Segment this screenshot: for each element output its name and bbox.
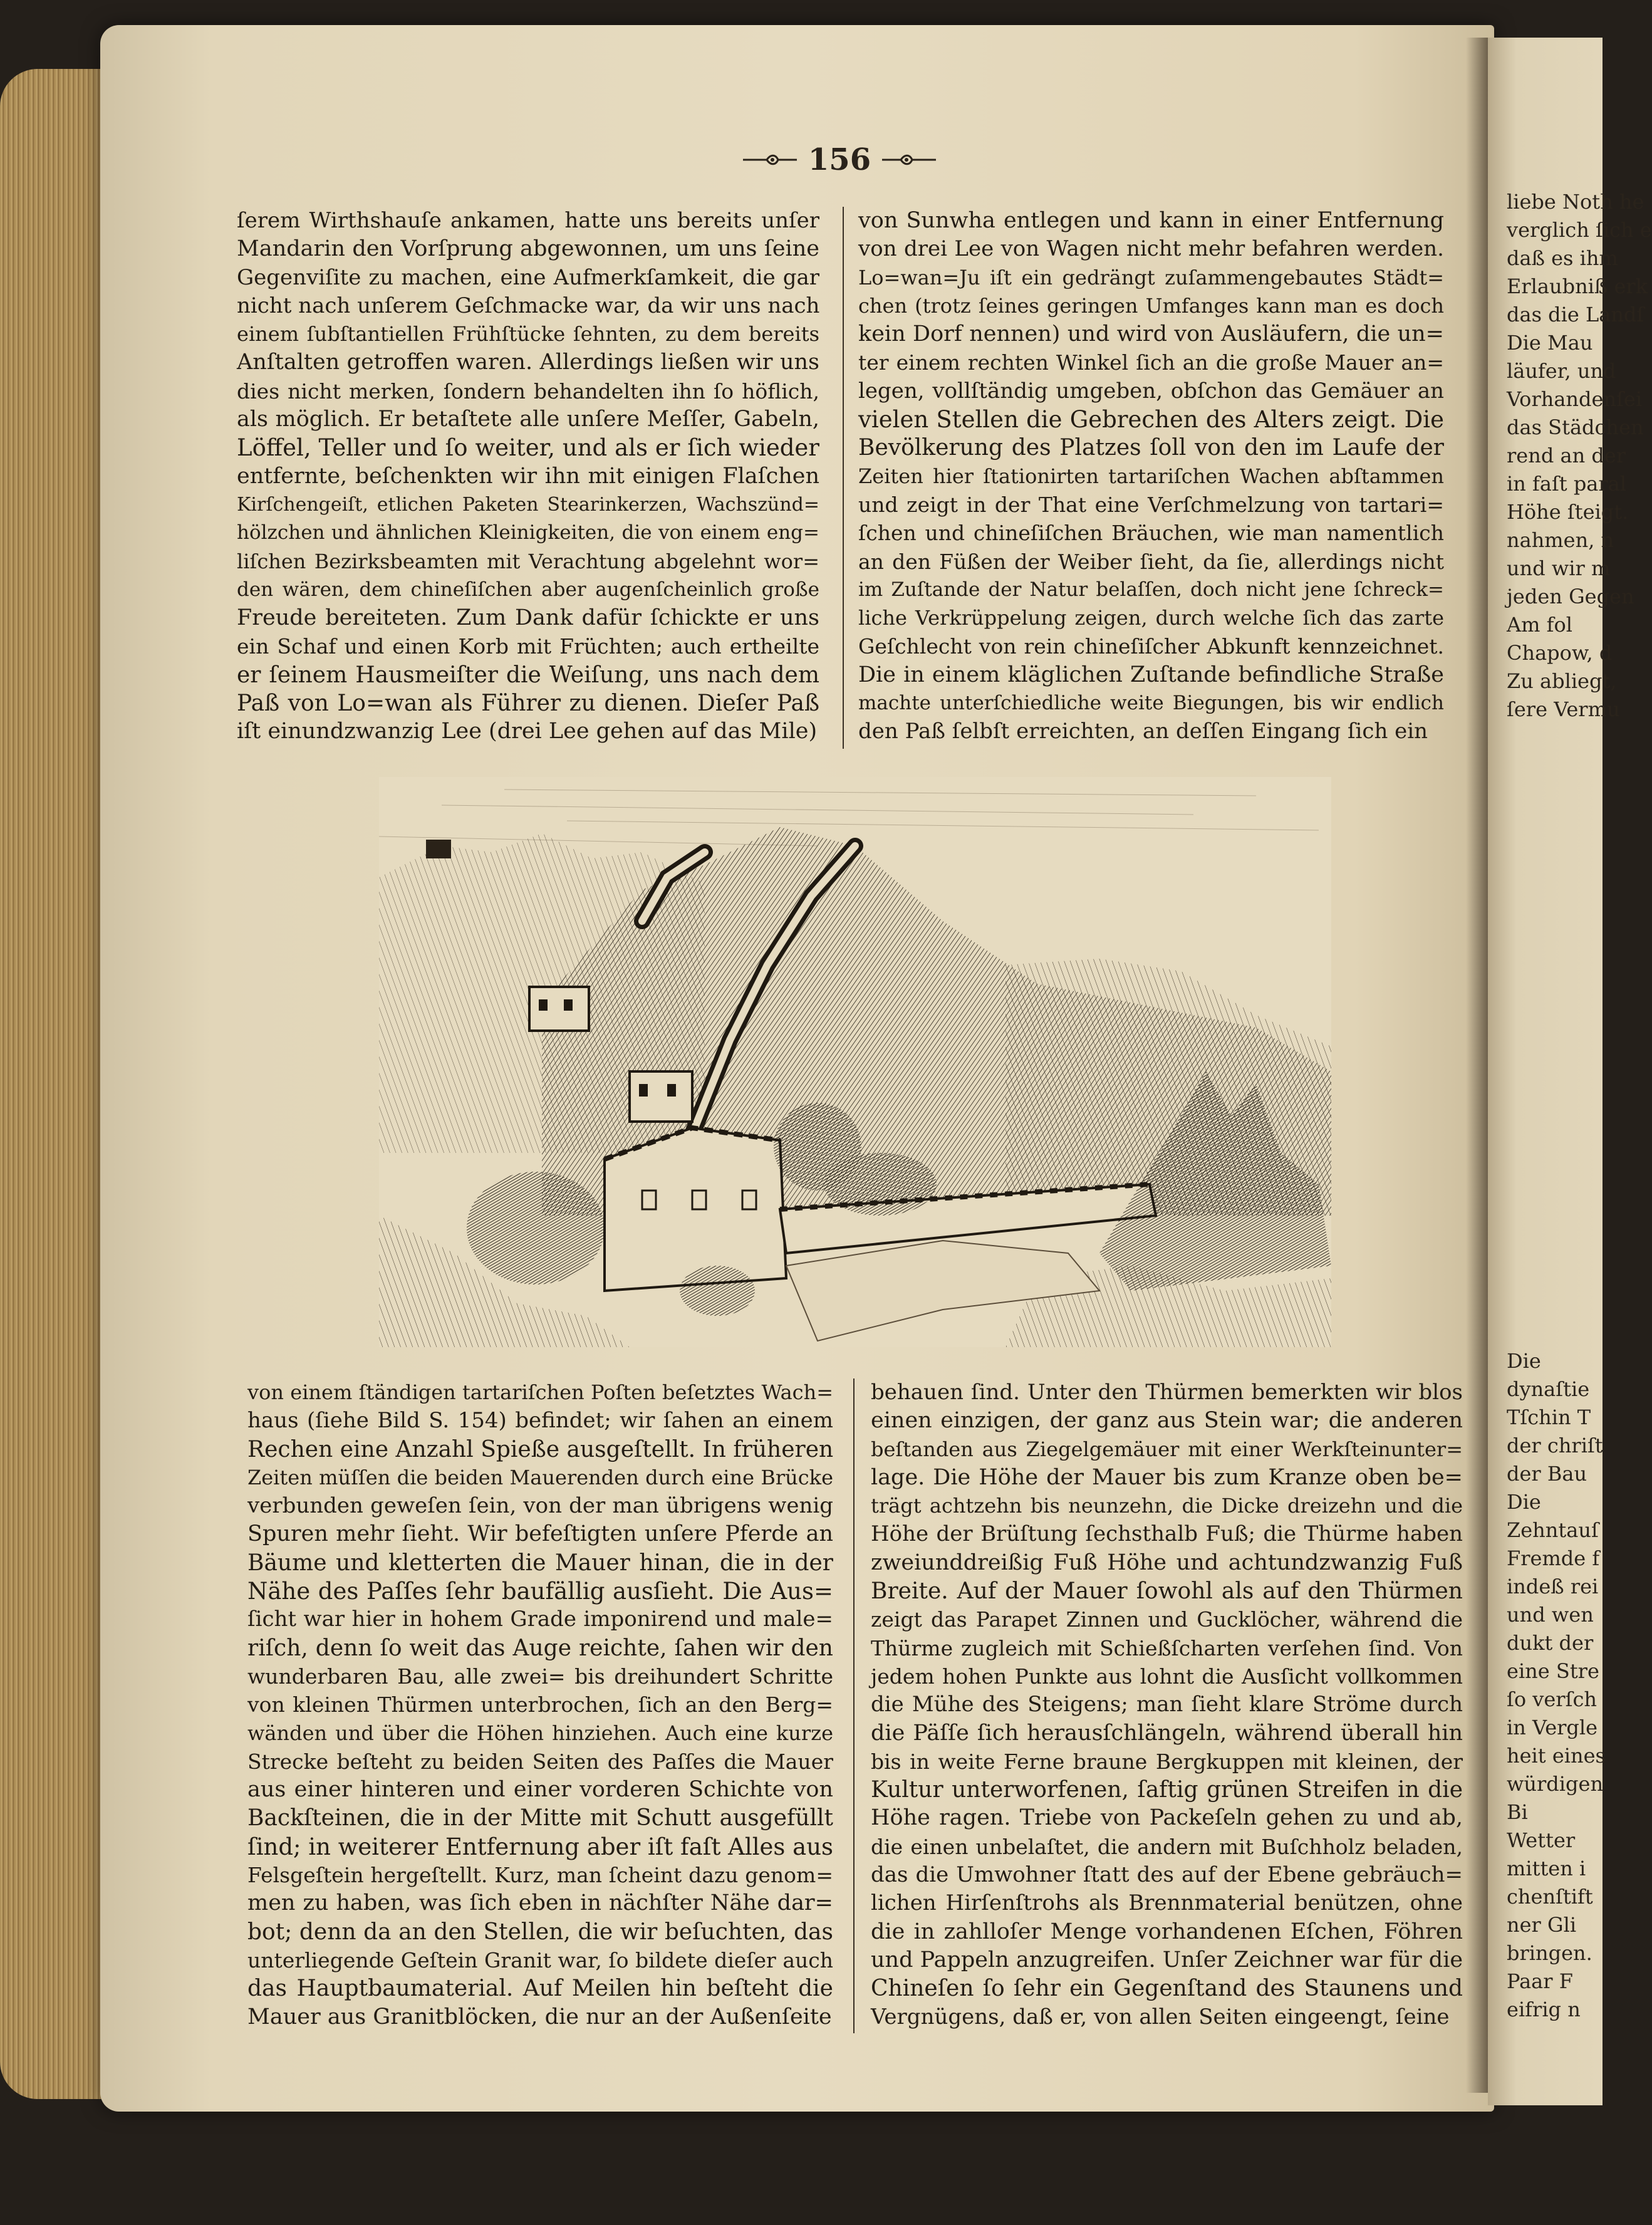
next-page-fragment: Die <box>1507 1349 1541 1373</box>
text-line: an den Füßen der Weiber ſieht, da ſie, allerdings nicht <box>858 549 1444 574</box>
next-page-fragment: dukt der <box>1507 1631 1594 1655</box>
next-page-fragment: das die Landſ <box>1507 303 1644 326</box>
text-line: men zu haben, was ſich eben in nächſter Nähe dar= <box>247 1890 833 1916</box>
text-line: zweiunddreißig Fuß Höhe und achtundzwanzig Fuß <box>871 1550 1463 1575</box>
text-line: von einem ſtändigen tartariſchen Poſten beſetztes Wach= <box>247 1380 833 1404</box>
text-line: Breite. Auf der Mauer ſowohl als auf den Thürmen <box>871 1578 1463 1605</box>
column-top-left <box>237 207 819 746</box>
column-rule-bottom <box>853 1378 855 2033</box>
text-line: vielen Stellen die Gebrechen des Alters zeigt. Die <box>858 406 1444 434</box>
text-line: lichen Hirſenſtrohs als Brennmaterial benützen, ohne <box>871 1890 1463 1916</box>
text-line: wunderbaren Bau, alle zwei= bis dreihundert Schritte <box>247 1664 833 1689</box>
book-gutter <box>1466 38 1491 2093</box>
text-line: die in zahlloſer Menge vorhandenen Eſchen, Föhren <box>871 1919 1463 1944</box>
column-bottom-left <box>247 1378 833 2031</box>
next-page-fragment: Fremde f <box>1507 1546 1600 1570</box>
left-ornament-icon <box>742 152 798 167</box>
text-line: liche Verkrüppelung zeigen, durch welche ſich das zarte <box>858 606 1444 630</box>
text-line: ein Schaf und einen Korb mit Früchten; auch ertheilte <box>237 634 819 659</box>
text-line: Backſteinen, die in der Mitte mit Schutt ausgefüllt <box>247 1805 833 1832</box>
text-line: die einen unbelaſtet, die andern mit Buſchholz beladen, <box>871 1834 1463 1859</box>
next-page-fragment: Paar F <box>1507 1969 1573 1993</box>
text-line: unterliegende Geſtein Granit war, ſo bildete dieſer auch <box>247 1947 833 1972</box>
next-page-fragment: eifrig n <box>1507 1998 1581 2021</box>
text-line: Rechen eine Anzahl Spieße ausgeſtellt. In früheren <box>247 1436 834 1462</box>
page-header <box>745 138 933 182</box>
text-line: er ſeinem Hausmeiſter die Weiſung, uns nach dem <box>237 662 819 688</box>
text-line: von kleinen Thürmen unterbrochen, ſich an den Berg= <box>247 1692 833 1717</box>
next-page-fragment: Zehntauſ <box>1507 1518 1599 1542</box>
text-line: und Pappeln anzugreifen. Unſer Zeichner war für die <box>871 1947 1463 1972</box>
next-page-fragment: Chapow, d <box>1507 641 1613 665</box>
text-line: jedem hohen Punkte aus lohnt die Ausſicht vollkommen <box>871 1664 1463 1689</box>
next-page-fragment: ner Gli <box>1507 1913 1577 1937</box>
text-line: Paß von Lo=wan als Führer zu dienen. Dieſer Paß <box>237 690 819 717</box>
next-page-fragment: daß es ihm <box>1507 246 1618 270</box>
text-line: Lo=wan=Ju iſt ein gedrängt zuſammengebautes Städt= <box>858 265 1444 289</box>
next-page-fragment: Wetter <box>1507 1828 1576 1852</box>
text-line: Gegenviſite zu machen, eine Aufmerkſamkeit, die gar <box>237 264 819 290</box>
next-page-fragment: Am fol <box>1507 613 1572 637</box>
next-page-fragment: ſo verſch <box>1507 1687 1597 1711</box>
next-page-fragment: das Städchen <box>1507 415 1644 439</box>
next-page-fragment: läufer, und <box>1507 359 1616 383</box>
next-page-edge <box>1488 38 1652 2105</box>
text-line: ter einem rechten Winkel ſich an die große Mauer an= <box>858 350 1444 375</box>
page-edges <box>0 69 110 2099</box>
next-page-fragment: und wen <box>1507 1603 1594 1627</box>
next-page-fragment: jeden Gegen <box>1507 585 1634 608</box>
next-page-fragment: rend an der <box>1507 444 1626 467</box>
text-line: einem ſubſtantiellen Frühſtücke ſehnten, zu dem bereits <box>237 322 819 347</box>
text-line: Bevölkerung des Platzes ſoll von den im Laufe der <box>858 435 1444 461</box>
text-line: nicht nach unſerem Geſchmacke war, da wir uns nach <box>237 293 820 318</box>
next-page-fragment: Höhe ſteigt. <box>1507 500 1629 524</box>
text-line: Mauer aus Granitblöcken, die nur an der Außenſeite <box>247 2004 832 2030</box>
next-page-fragment: Tſchin T <box>1507 1405 1591 1429</box>
text-line: und zeigt in der That eine Verſchmelzung von tartari= <box>858 492 1444 517</box>
text-line: Zeiten hier ſtationirten tartariſchen Wachen abſtammen <box>858 464 1444 488</box>
column-top-right <box>858 207 1444 746</box>
text-line: bot; denn da an den Stellen, die wir beſuchten, das <box>247 1919 833 1945</box>
text-line: Höhe der Brüſtung ſechsthalb Fuß; die Thürme haben <box>871 1521 1463 1547</box>
next-page-fragment: Bi <box>1507 1800 1528 1824</box>
text-line: zeigt das Parapet Zinnen und Gucklöcher, während die <box>871 1607 1463 1632</box>
text-line: im Zuſtande der Natur belaſſen, doch nicht jene ſchreck= <box>858 578 1444 601</box>
text-line: entfernte, beſchenkten wir ihn mit einigen Flaſchen <box>237 463 819 489</box>
distant-tower <box>426 840 451 858</box>
text-line: dies nicht merken, ſondern behandelten ihn ſo höflich, <box>237 378 819 404</box>
great-wall-illustration <box>379 777 1331 1347</box>
text-line: hölzchen und ähnlichen Kleinigkeiten, die von einem eng= <box>237 521 819 545</box>
next-page-fragment: heit eines <box>1507 1744 1606 1768</box>
text-line: Chineſen ſo ſehr ein Gegenſtand des Staunens und <box>871 1976 1463 2002</box>
text-line: ſerem Wirthshauſe ankamen, hatte uns bereits unſer <box>237 208 819 233</box>
text-line: Kultur unterworfenen, ſaftig grünen Streifen in die <box>871 1777 1463 1803</box>
next-page-fragment: Zu abliegt, <box>1507 669 1617 693</box>
text-line: den Paß ſelbſt erreichten, an deſſen Eingang ſich ein <box>858 719 1428 744</box>
next-page-fragment: chenſtift <box>1507 1885 1593 1909</box>
text-line: Freude bereiteten. Zum Dank dafür ſchickte er uns <box>237 605 819 631</box>
text-line: Anſtalten getroffen waren. Allerdings ließen wir uns <box>237 350 819 375</box>
text-line: Löffel, Teller und ſo weiter, und als er ſich wieder <box>237 434 819 462</box>
next-page-fragment: nahmen, n <box>1507 528 1614 552</box>
text-line: Thürme zugleich mit Schießſcharten verſehen ſind. Von <box>871 1635 1463 1660</box>
text-line: die Päſſe ſich herausſchlängeln, während überall hin <box>871 1720 1463 1746</box>
text-line: die Mühe des Steigens; man ſieht klare Ströme durch <box>871 1692 1463 1717</box>
text-line: von drei Lee von Wagen nicht mehr befahren werden. <box>858 236 1444 262</box>
text-line: ſchen und chineſiſchen Bräuchen, wie man namentlich <box>858 521 1444 546</box>
text-line: Höhe ragen. Triebe von Packeſeln gehen zu und ab, <box>871 1805 1463 1831</box>
next-page-fragment: dynaſtie <box>1507 1377 1590 1401</box>
next-page-fragment: bringen. <box>1507 1941 1592 1965</box>
right-ornament-icon <box>881 152 937 167</box>
text-line: machte unterſchiedliche weite Biegungen, bis wir endlich <box>858 692 1444 715</box>
next-page-fragment: würdigen <box>1507 1772 1604 1796</box>
text-line: beſtanden aus Ziegelgemäuer mit einer Werkſteinunter= <box>871 1437 1463 1461</box>
column-bottom-right <box>871 1378 1463 2031</box>
text-line: liſchen Bezirksbeamten mit Verachtung abgelehnt wor= <box>237 549 819 573</box>
next-page-fragment: mitten i <box>1507 1857 1586 1880</box>
text-line: Die in einem kläglichen Zuſtande befindliche Straße <box>858 662 1444 687</box>
next-page-fragment: verglich ſich e <box>1507 218 1652 242</box>
next-page-fragment: Die Mau <box>1507 331 1593 355</box>
page-number: 156 <box>808 142 871 177</box>
next-page-fragment: Vorhandenſei <box>1507 387 1643 411</box>
text-line: Spuren mehr ſieht. Wir befeſtigten unſere Pferde an <box>247 1521 833 1547</box>
text-line: das Hauptbaumaterial. Auf Meilen hin beſteht die <box>247 1976 833 2002</box>
text-line: Zeiten müſſen die beiden Mauerenden durch eine Brücke <box>247 1465 833 1489</box>
text-line: riſch, denn ſo weit das Auge reichte, ſahen wir den <box>247 1635 833 1661</box>
text-line: wänden und über die Höhen hinziehen. Auch eine kurze <box>247 1721 833 1745</box>
next-page-fragment: in faſt paral <box>1507 472 1626 496</box>
text-line: Geſchlecht von rein chineſiſcher Abkunft kennzeichnet. <box>858 634 1444 659</box>
upper-tower <box>529 987 589 1031</box>
text-line: bis in weite Ferne braune Bergkuppen mit kleinen, der <box>871 1749 1463 1774</box>
text-line: Strecke beſteht zu beiden Seiten des Paſſes die Mauer <box>247 1749 833 1774</box>
next-page-fragment: indeß rei <box>1507 1575 1599 1598</box>
next-page-fragment: liebe Noth he <box>1507 190 1644 214</box>
text-line: einen einzigen, der ganz aus Stein war; die anderen <box>871 1408 1463 1434</box>
text-line: behauen ſind. Unter den Thürmen bemerkten wir blos <box>871 1380 1463 1405</box>
next-page-fragment: Die <box>1507 1490 1541 1514</box>
text-line: Bäume und kletterten die Mauer hinan, die in der <box>247 1550 833 1576</box>
next-page-fragment: Erlaubniß erk <box>1507 274 1648 298</box>
next-page-fragment: eine Stre <box>1507 1659 1599 1683</box>
text-line: chen (trotz ſeines geringen Umfanges kann man es doch <box>858 293 1444 318</box>
text-line: Vergnügens, daß er, von allen Seiten eingeengt, ſeine <box>871 2004 1450 2030</box>
text-line: Felsgeſtein hergeſtellt. Kurz, man ſcheint dazu genom= <box>247 1863 833 1888</box>
text-line: das die Umwohner ſtatt des auf der Ebene gebräuch= <box>871 1862 1463 1888</box>
text-line: lage. Die Höhe der Mauer bis zum Kranze oben be= <box>871 1464 1463 1490</box>
text-line: kein Dorf nennen) und wird von Ausläufern, die un= <box>858 321 1444 347</box>
text-line: Nähe des Paſſes ſehr baufällig ausſieht. Die Aus= <box>247 1578 833 1605</box>
next-page-fragment: ſere Vermu <box>1507 697 1620 721</box>
text-line: den wären, dem chineſiſchen aber augenſcheinlich große <box>237 578 819 601</box>
column-rule-top <box>843 207 844 749</box>
text-line: von Sunwha entlegen und kann in einer Entfernung <box>858 208 1444 233</box>
next-page-fragment: der Bau <box>1507 1462 1587 1486</box>
text-line: als möglich. Er betaſtete alle unſere Meſſer, Gabeln, <box>237 407 819 432</box>
text-line: Mandarin den Vorſprung abgewonnen, um uns ſeine <box>237 236 819 262</box>
text-line: iſt einundzwanzig Lee (drei Lee gehen auf das Mile) <box>237 719 818 744</box>
next-page-fragment: in Vergle <box>1507 1716 1598 1739</box>
text-line: Kirſchengeiſt, etlichen Paketen Stearinkerzen, Wachszünd= <box>237 493 819 516</box>
next-page-fragment: und wir m <box>1507 556 1611 580</box>
text-line: aus einer hinteren und einer vorderen Schichte von <box>247 1777 833 1803</box>
text-line: ſind; in weiterer Entfernung aber iſt faſt Alles aus <box>247 1833 834 1860</box>
text-line: verbunden geweſen ſein, von der man übrigens wenig <box>247 1493 833 1519</box>
text-line: trägt achtzehn bis neunzehn, die Dicke dreizehn und die <box>871 1494 1463 1518</box>
text-line: legen, vollſtändig umgeben, obſchon das Gemäuer an <box>858 378 1444 404</box>
text-line: ſicht war hier in hohem Grade imponirend und male= <box>247 1607 833 1632</box>
next-page-fragment: der chriſt <box>1507 1434 1603 1457</box>
text-line: haus (ſiehe Bild S. 154) befindet; wir ſahen an einem <box>247 1408 833 1434</box>
